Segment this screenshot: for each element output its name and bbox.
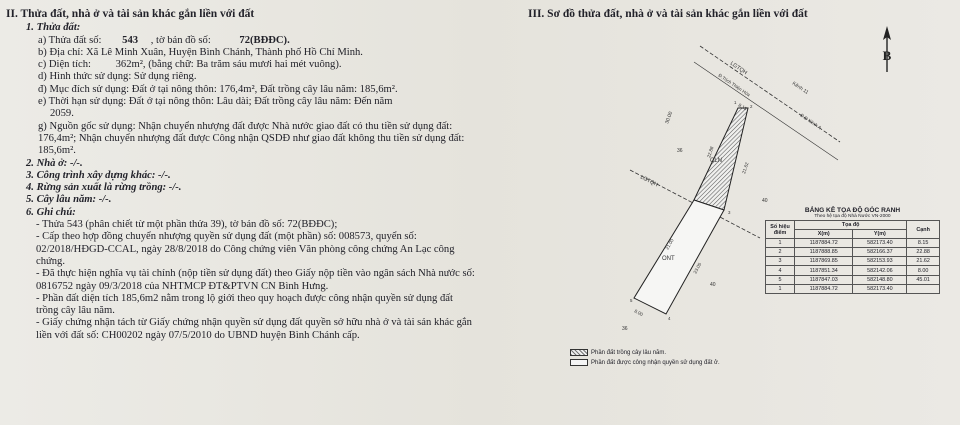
subsection-land-plot: 1. Thửa đất: — [26, 22, 81, 34]
neighbor-40-b: 40 — [710, 282, 716, 288]
table-cell: 45.01 — [907, 275, 940, 284]
table-cell: 8.00 — [907, 266, 940, 275]
north-arrow-icon — [878, 26, 896, 79]
area-line — [38, 59, 476, 71]
point-3-label: 3 — [728, 210, 731, 215]
usage-origin-line: g) Nguồn gốc sử dụng: Nhận chuyển nhượng đất được Nhà nước giao đất có thu tiền sử dụng đất: 176,4m²; Nhận chuyển nhượng đất được Công nhận QSDĐ như giao đất không thu tiền sử dụng đất: 185,6m². — [38, 120, 465, 157]
point-2-label: 2 — [750, 104, 753, 109]
table-header-row — [766, 221, 940, 230]
note-item: - Giấy chứng nhận tách từ Giấy chứng nhận quyền sử dụng đất quyền sở hữu nhà ở và tài sản khác gắn liền với đất số: CH00202 ngày 07/5/2010 do UBND huyện Bình Chánh cấp. — [36, 317, 472, 341]
neighbor-36-b: 36 — [622, 326, 628, 332]
land-info-section — [6, 8, 476, 342]
plot-number-line — [38, 35, 476, 47]
road-left-label: LGTQH — [639, 174, 659, 189]
width-30-label: 30.00 — [664, 110, 675, 125]
area-value: 362m², (bằng chữ: Ba trăm sáu mươi hai mét vuông). — [115, 59, 342, 71]
table-cell: 4 — [766, 266, 795, 275]
edge-800-label: 8.00 — [633, 308, 644, 318]
address-line: b) Địa chỉ: Xã Lê Minh Xuân, Huyện Bình Chánh, Thành phố Hồ Chí Minh. — [38, 46, 363, 58]
plain-swatch-icon — [570, 359, 588, 366]
table-cell: 1187884.72 — [795, 284, 853, 293]
coordinate-table-block — [765, 207, 940, 294]
table-row — [766, 275, 940, 284]
residential-land-area — [634, 200, 724, 314]
legend-perennial-label: Phần đất trồng cây lâu năm. — [591, 349, 667, 356]
subsection-notes: 6. Ghi chú: — [26, 206, 76, 218]
table-header-cell: Y(m) — [853, 230, 907, 239]
table-row — [766, 239, 940, 248]
table-row — [766, 257, 940, 266]
table-cell: 1187847.03 — [795, 275, 853, 284]
compass-letter: B — [882, 48, 892, 63]
table-cell: 582166.37 — [853, 248, 907, 257]
note-item: - Thửa 543 (phân chiết từ một phần thửa 39), tờ bản đồ số: 72(BĐĐC); — [36, 219, 338, 231]
table-row — [766, 248, 940, 257]
ont-label: ONT — [662, 256, 675, 262]
subsection-forest: 4. Rừng sản xuất là rừng trồng: -/-. — [26, 182, 182, 194]
neighbor-40-a: 40 — [762, 198, 768, 204]
table-row — [766, 284, 940, 293]
canal-label: Kênh 11 — [790, 80, 810, 96]
point-1-label: 1 — [734, 100, 737, 105]
edge-2162-label: 21.62 — [741, 161, 750, 175]
section-title-iii: III. Sơ đồ thửa đất, nhà ở và tài sản khác gắn liền với đất — [528, 8, 808, 20]
table-cell: 1187851.34 — [795, 266, 853, 275]
table-cell: 2 — [766, 248, 795, 257]
note-item: - Phần đất diện tích 185,6m2 nằm trong lộ giới theo quy hoạch được công nhận quyền sử dụng đất trồng cây lâu năm. — [36, 292, 453, 317]
coordinate-table-title: BẢNG KÊ TỌA ĐỘ GÓC RANH — [804, 207, 901, 214]
usage-term-line: e) Thời hạn sử dụng: Đất ở tại nông thôn: Lâu dài; Đất trồng cây lâu năm: Đến năm — [38, 96, 393, 108]
table-header-cell: X(m) — [795, 230, 853, 239]
coordinate-table-subtitle: Theo hệ tọa độ Nhà Nước VN-2000 — [814, 214, 891, 219]
table-cell: 582173.40 — [853, 239, 907, 248]
subsection-other-construction: 3. Công trình xây dựng khác: -/-. — [26, 169, 171, 181]
canal-a-label: Đ.Đ Kênh A — [799, 112, 823, 131]
usage-form-line: d) Hình thức sử dụng: Sử dụng riêng. — [38, 71, 197, 83]
note-item: - Cấp theo hợp đồng chuyển nhượng quyền sử dụng đất (một phần) số: 008573, quyển số: 02/2018/HĐGD-CCAL, ngày 28/8/2018 do Công chứng viên Văn phòng công chứng An Lạc công chứng. — [36, 231, 455, 267]
plot-diagram — [570, 38, 850, 343]
legend-perennial — [570, 349, 666, 356]
cln-label: CLN — [710, 158, 723, 164]
area-label: c) Diện tích: — [38, 59, 91, 71]
table-cell: 1187888.85 — [795, 248, 853, 257]
legend-residential-label: Phần đất được công nhận quyền sử dụng đất ở. — [591, 359, 720, 366]
table-row — [766, 266, 940, 275]
edge-2305-label: 23.05 — [692, 261, 703, 275]
point-5-label: 5 — [630, 298, 633, 303]
map-sheet-value: 72(BĐĐC). — [239, 34, 290, 46]
usage-term-year: 2059. — [50, 108, 74, 120]
table-header-cell: Tọa độ — [795, 221, 907, 230]
usage-purpose-line: đ) Mục đích sử dụng: Đất ở tại nông thôn: 176,4m², Đất trồng cây lâu năm: 185,6m². — [38, 83, 398, 95]
edge-815-label: 8.15 — [737, 102, 748, 112]
table-header-cell: Cạnh — [907, 221, 940, 239]
plot-number-value: 543 — [122, 34, 139, 46]
section-title-ii: II. Thửa đất, nhà ở và tài sản khác gắn liền với đất — [6, 8, 255, 20]
table-cell: 1 — [766, 239, 795, 248]
note-item: - Đã thực hiện nghĩa vụ tài chính (nộp tiền sử dụng đất) theo Giấy nộp tiền vào ngân sách Nhà nước số: 0816752 ngày 09/3/2018 của NHTMCP ĐT&PTVN CN Bình Hưng. — [36, 268, 475, 292]
table-cell: 5 — [766, 275, 795, 284]
table-cell: 1187869.85 — [795, 257, 853, 266]
table-cell: 21.62 — [907, 257, 940, 266]
table-cell: 582142.06 — [853, 266, 907, 275]
road-line — [694, 62, 838, 160]
table-cell: 3 — [766, 257, 795, 266]
table-cell — [907, 284, 940, 293]
neighbor-36-a: 36 — [677, 148, 683, 154]
plot-number-label: a) Thửa đất số: — [38, 34, 102, 46]
table-header-cell: Số hiệu điểm — [766, 221, 795, 239]
coordinate-table — [765, 220, 940, 294]
table-cell: 8.15 — [907, 239, 940, 248]
table-cell: 582173.40 — [853, 284, 907, 293]
table-cell: 582148.80 — [853, 275, 907, 284]
subsection-perennial-trees: 5. Cây lâu năm: -/-. — [26, 194, 112, 206]
map-sheet-label: , tờ bản đồ số: — [150, 34, 211, 46]
legend-residential — [570, 359, 720, 366]
subsection-house: 2. Nhà ở: -/-. — [26, 157, 83, 169]
road-name-label: Đ.Trịch Thiện Hòa — [717, 72, 751, 98]
point-4-label: 4 — [668, 316, 671, 321]
road-top-label: LGTQH — [728, 60, 748, 77]
edge-2100-label: 21.00 — [664, 238, 675, 251]
hatch-swatch-icon — [570, 349, 588, 356]
table-cell: 22.88 — [907, 248, 940, 257]
edge-2288-label: 22.88 — [706, 145, 715, 159]
table-cell: 1 — [766, 284, 795, 293]
table-cell: 582153.93 — [853, 257, 907, 266]
table-cell: 1187884.72 — [795, 239, 853, 248]
